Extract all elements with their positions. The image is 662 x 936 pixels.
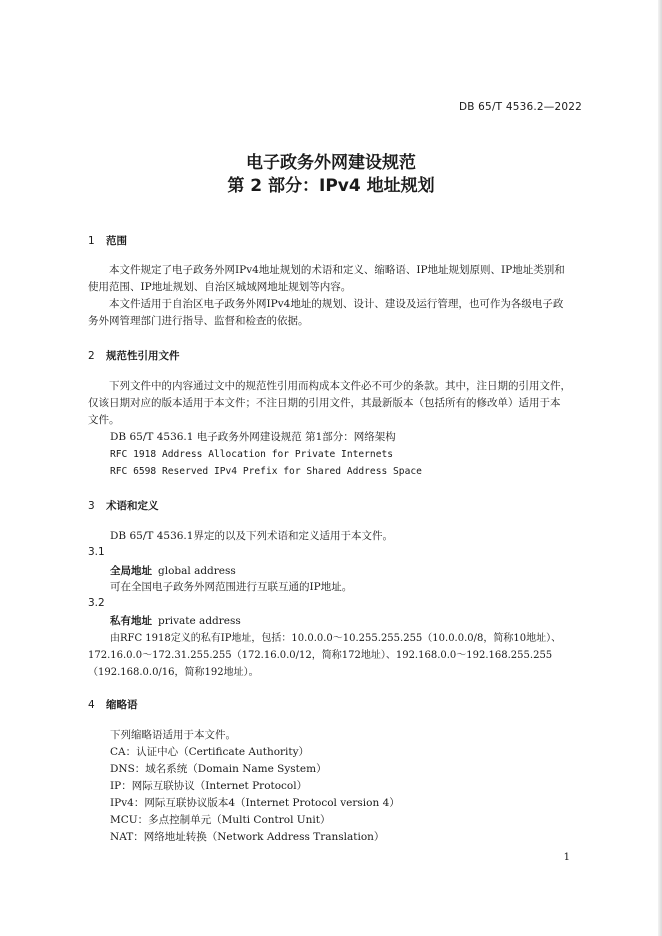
term-definition: 可在全国电子政务外网范围进行互联互通的IP地址。 [110, 581, 353, 593]
section-number: 3 [88, 500, 95, 512]
term-number: 3.1 [88, 546, 105, 558]
normative-reference: DB 65/T 4536.1 电子政务外网建设规范 第1部分：网络架构 [110, 431, 396, 443]
paragraph: DB 65/T 4536.1界定的以及下列术语和定义适用于本文件。 [110, 530, 393, 542]
section-3-heading [88, 498, 159, 513]
term-entry [110, 563, 236, 578]
abbreviation-item: IP：网际互联协议（Internet Protocol） [110, 780, 308, 792]
abbreviation-item: MCU：多点控制单元（Multi Control Unit） [110, 814, 331, 826]
page-number: 1 [563, 852, 570, 863]
term-name: 全局地址 [110, 565, 152, 577]
section-title: 范围 [106, 235, 127, 247]
paragraph: 文件。 [88, 414, 120, 426]
term-english: global address [158, 565, 236, 577]
section-title: 缩略语 [106, 699, 138, 711]
document-code: DB 65/T 4536.2—2022 [458, 101, 582, 113]
term-entry [110, 613, 241, 628]
section-number: 2 [88, 350, 95, 362]
term-number: 3.2 [88, 597, 105, 609]
paragraph: 下列缩略语适用于本文件。 [110, 729, 236, 741]
paragraph: 下列文件中的内容通过文中的规范性引用而构成本文件必不可少的条款。其中，注日期的引用文件， [109, 380, 571, 392]
normative-reference: RFC 1918 Address Allocation for Private Internets [110, 449, 394, 460]
paragraph: 务外网管理部门进行指导、监督和检查的依据。 [88, 315, 309, 327]
abbreviation-item: CA：认证中心（Certificate Authority） [110, 746, 310, 758]
paragraph: 使用范围、IP地址规划、自治区城域网地址规划等内容。 [88, 281, 352, 293]
abbreviation-item: IPv4：网际互联协议版本4（Internet Protocol version 4） [110, 797, 400, 809]
normative-reference: RFC 6598 Reserved IPv4 Prefix for Shared Address Space [110, 466, 422, 477]
section-number: 4 [88, 699, 95, 711]
term-definition: 由RFC 1918定义的私有IP地址，包括：10.0.0.0～10.255.255.255（10.0.0.0/8，简称10地址）、 [110, 633, 562, 644]
section-4-heading [88, 697, 138, 712]
section-title: 规范性引用文件 [106, 350, 180, 362]
section-2-heading [88, 348, 180, 363]
section-1-heading [88, 233, 127, 248]
page-edge-shadow [658, 0, 662, 936]
abbreviation-item: DNS：域名系统（Domain Name System） [110, 763, 327, 775]
term-definition: （192.168.0.0/16，简称192地址）。 [88, 667, 259, 678]
term-definition: 172.16.0.0～172.31.255.255（172.16.0.0/12，简称172地址）、192.168.0.0～192.168.255.255 [88, 650, 553, 661]
paragraph: 仅该日期对应的版本适用于本文件；不注日期的引用文件，其最新版本（包括所有的修改单）适用于本 [88, 397, 561, 409]
section-title: 术语和定义 [106, 500, 159, 512]
document-title-line2: 第 2 部分：IPv4 地址规划 [227, 176, 435, 196]
paragraph: 本文件适用于自治区电子政务外网IPv4地址的规划、设计、建设及运行管理，也可作为各级电子政 [109, 298, 564, 310]
document-title-line1: 电子政务外网建设规范 [246, 153, 416, 173]
abbreviation-item: NAT：网络地址转换（Network Address Translation） [110, 831, 385, 843]
term-name: 私有地址 [110, 615, 152, 627]
paragraph: 本文件规定了电子政务外网IPv4地址规划的术语和定义、缩略语、IP地址规划原则、IP地址类别和 [109, 264, 565, 276]
term-english: private address [158, 615, 241, 627]
section-number: 1 [88, 235, 95, 247]
